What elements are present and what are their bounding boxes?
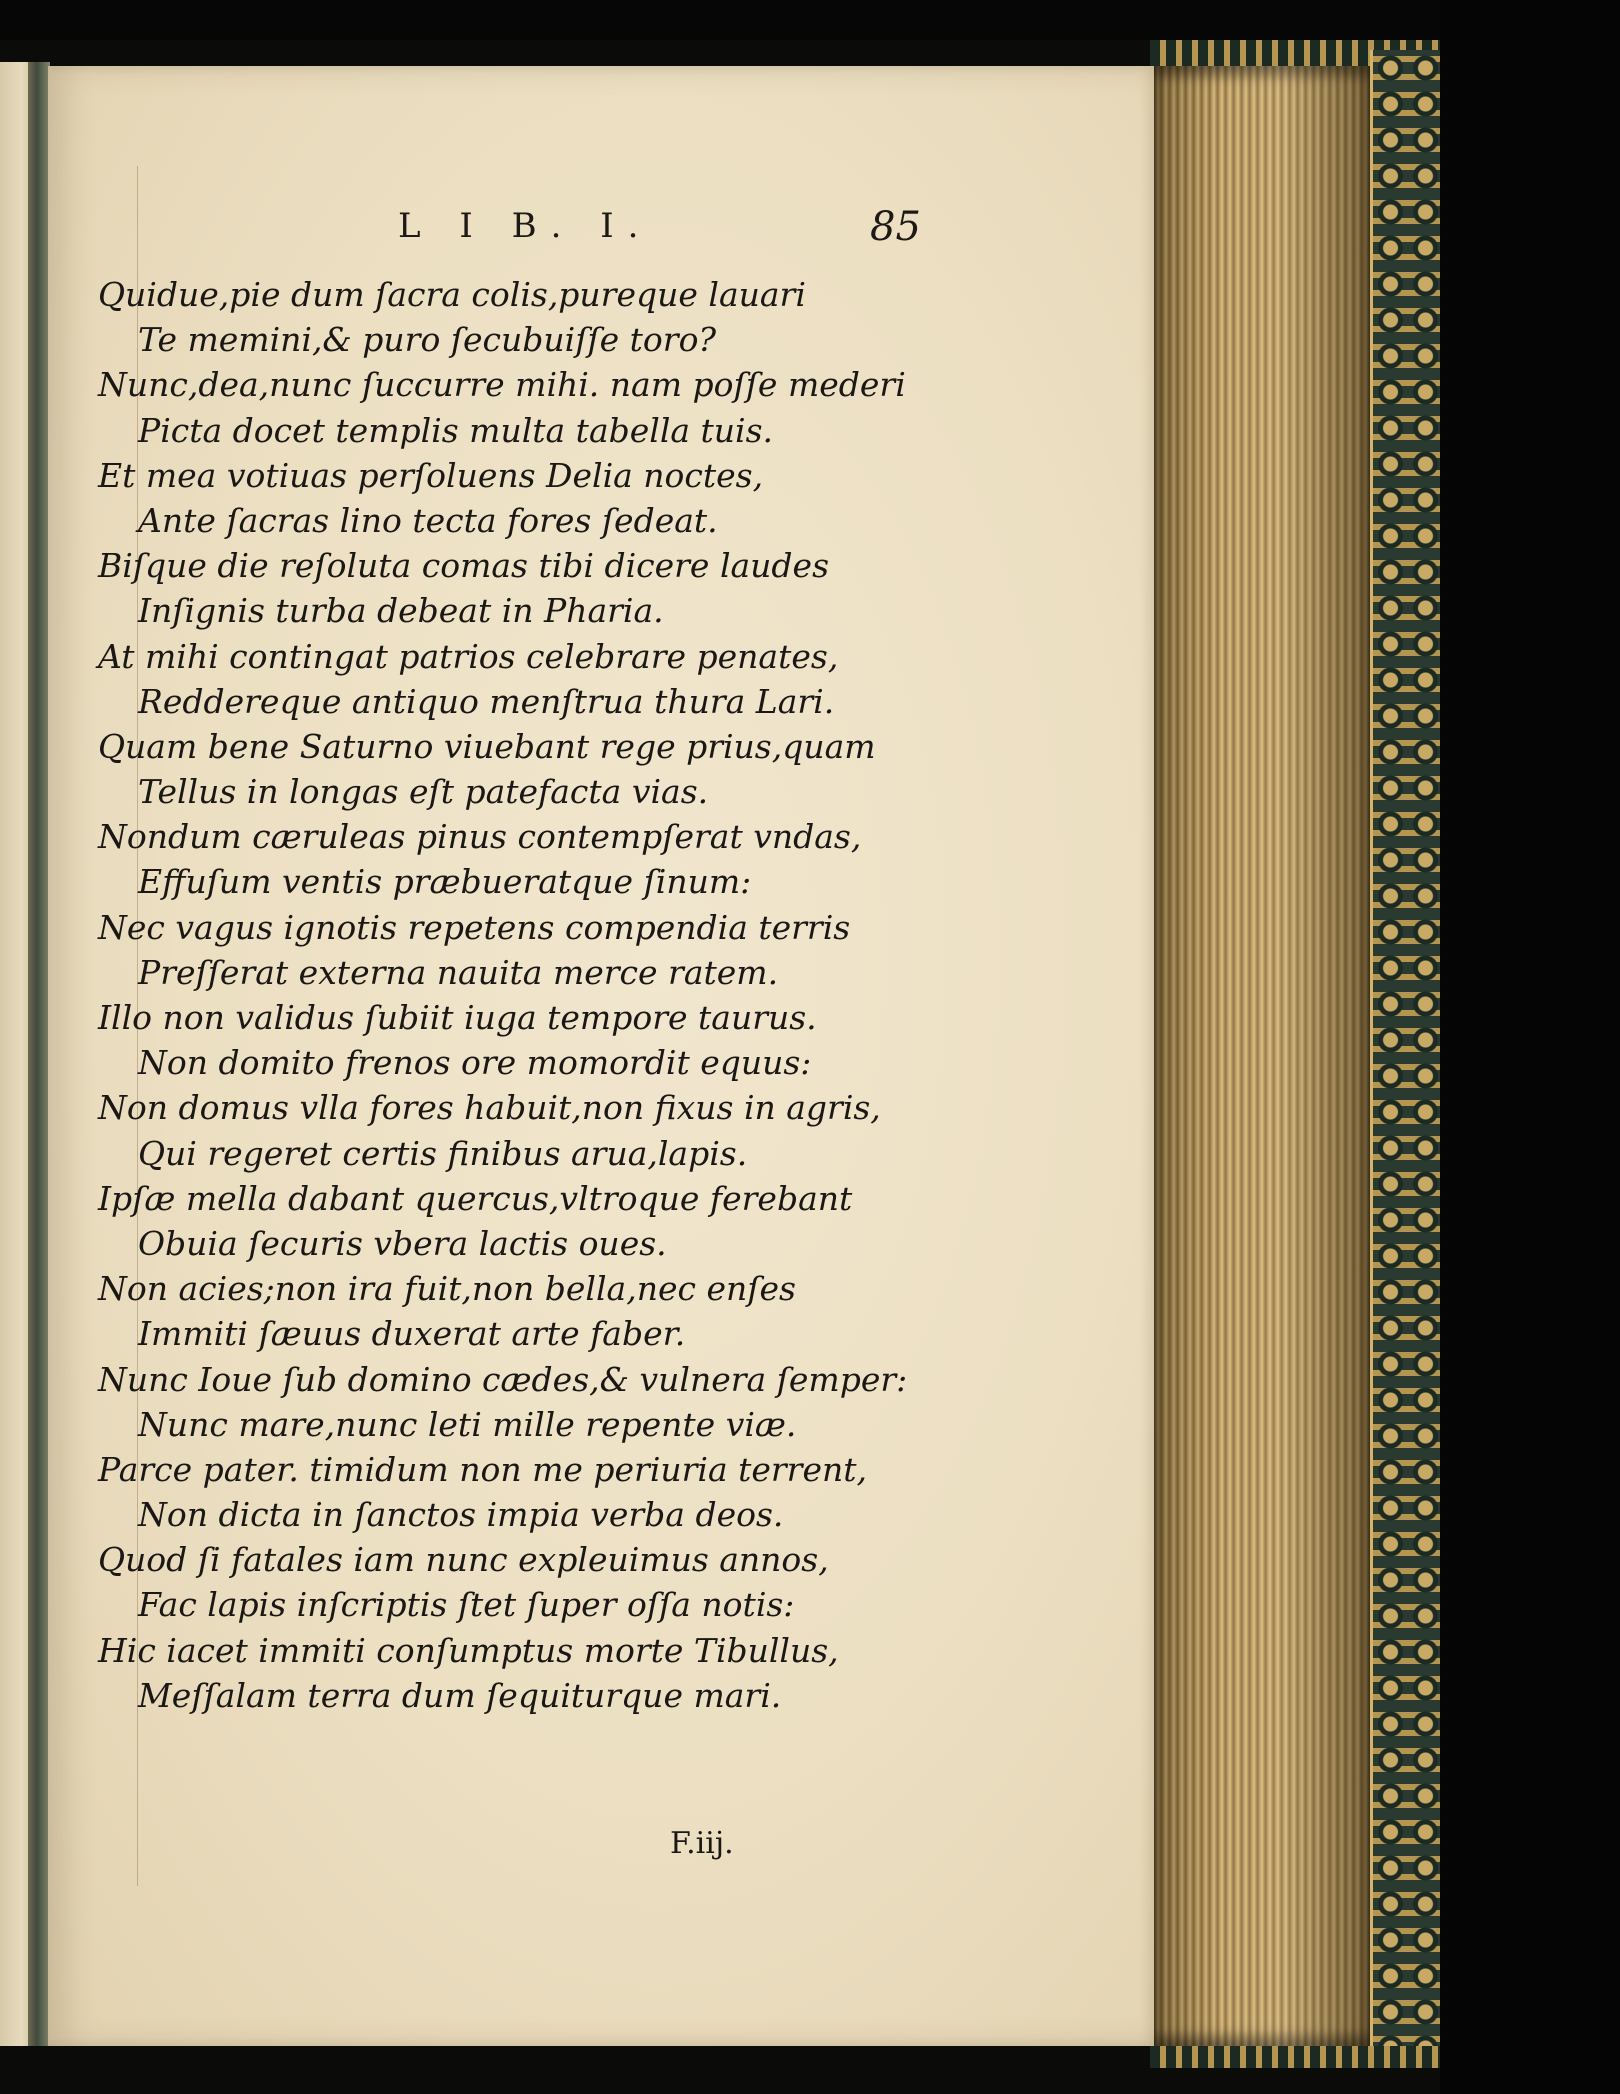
running-head: L I B. I. [398,206,653,246]
verse-line: Non acies;non ira fuit,non bella,nec enſes [98,1269,796,1309]
page-recto [48,66,1154,2046]
background-top [0,0,1620,40]
verse-line: Te memini,& puro ſecubuiſſe toro? [138,320,717,360]
verse-line: Tellus in longas eſt patefacta vias. [138,772,709,812]
fore-edge-shading [1154,66,1370,2046]
verse-line: Parce pater. timidum non me periuria terrent, [98,1449,867,1489]
verse-line: Non dicta in ſanctos impia verba deos. [138,1495,784,1535]
poem-text [98,272,1098,1718]
verse-line: Reddereque antiquo menſtrua thura Lari. [138,681,835,721]
verse-line: Ante ſacras lino tecta fores ſedeat. [138,500,718,540]
verse-line: Preſſerat externa nauita merce ratem. [138,952,779,992]
verse-line: Quod ſi fatales iam nunc expleuimus annos, [98,1540,829,1580]
verse-line: Nunc mare,nunc leti mille repente viæ. [138,1404,797,1444]
binding-gutter [28,62,50,2046]
verse-line: Nec vagus ignotis repetens compendia terris [98,907,851,947]
verse-line: Illo non validus ſubiit iuga tempore taurus. [98,998,817,1037]
verse-line: Quidue,pie dum ſacra colis,pureque lauari [98,275,806,314]
folio-number: 85 [870,204,921,250]
verse-line: Picta docet templis multa tabella tuis. [138,410,774,450]
verse-line: Qui regeret certis finibus arua,lapis. [138,1133,748,1173]
verse-line: Nunc,dea,nunc ſuccurre mihi. nam poſſe mederi [98,365,906,405]
verse-line: Meſſalam terra dum ſequiturque mari. [138,1675,782,1715]
verse-line: Ipſæ mella dabant quercus,vltroque ferebant [98,1178,853,1218]
verse-line: Obuia ſecuris vbera lactis oues. [138,1223,667,1263]
verse-line: Biſque die reſoluta comas tibi dicere laudes [98,546,830,586]
verse-line: Et mea votiuas perſoluens Delia noctes, [98,455,764,495]
verse-line: Quam bene Saturno viuebant rege prius,quam [98,726,876,766]
verse-line: Nondum cæruleas pinus contempſerat vndas, [98,817,862,857]
verse-line: Nunc Ioue ſub domino cædes,& vulnera ſemper: [98,1359,908,1399]
verse-line: Inſignis turba debeat in Pharia. [138,591,664,631]
signature-mark: F.iij. [670,1826,734,1861]
verse-line: Non domito frenos ore momordit equus: [138,1043,812,1083]
tooled-binding-border [1370,50,1446,2060]
verse-line: Non domus vlla fores habuit,non fixus in agris, [98,1088,881,1128]
binding-bottom-border [1150,2046,1440,2068]
background-right [1440,0,1620,2094]
verse-line: Hic iacet immiti conſumptus morte Tibullus, [98,1630,839,1670]
verse-line: Immiti ſæuus duxerat arte faber. [138,1314,686,1354]
verse-line: At mihi contingat patrios celebrare penates, [98,636,839,676]
verse-line: Effuſum ventis præbueratque ſinum: [138,862,752,902]
verse-line: Fac lapis inſcriptis ſtet ſuper oſſa notis: [138,1585,795,1625]
page-header [48,206,1154,266]
